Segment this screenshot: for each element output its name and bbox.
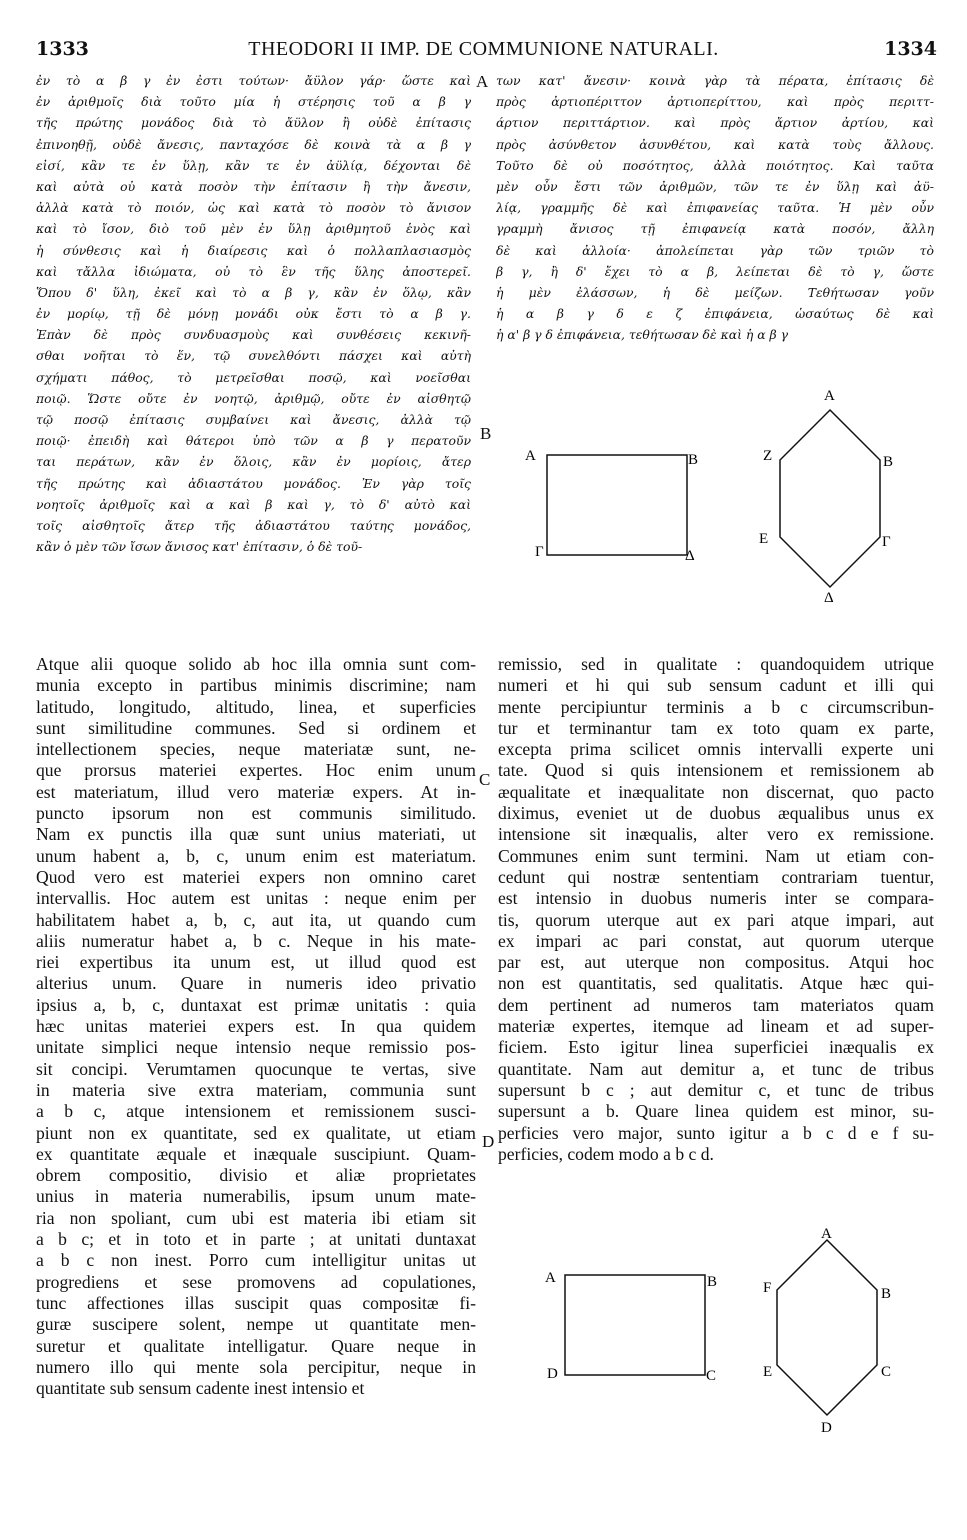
latin-left-line: a b c non inest. Porro cum intelligitur unitas ut	[36, 1250, 476, 1271]
latin-left-line: a b c; et in toto et in parte ; at unitati duntaxat	[36, 1229, 476, 1250]
latin-rect-label-tr: B	[707, 1274, 718, 1290]
latin-right-line: numeri et hi qui sub sensum cadunt et illi qui	[498, 675, 934, 696]
greek-left-line: νοητοῖς ἀριθμοῖς καὶ α καὶ β καὶ γ, τὸ δ' αὐτὸ καὶ	[36, 496, 471, 512]
greek-rect-label-bl: Γ	[535, 544, 544, 560]
latin-left-line: Quod vero est materiei expers non omnino caret	[36, 866, 476, 887]
latin-left-line: alterius unum. Quare in numeris ideo privatio	[36, 973, 476, 994]
latin-right-line: ex impari ac pari constat, aut quorum uterque	[498, 930, 934, 951]
latin-rectangle	[565, 1275, 705, 1375]
greek-left-line: ἐν τὸ α β γ ἐν ἐστι τούτων· ἄϋλον γάρ· ὥστε καὶ	[36, 73, 471, 88]
greek-hex-label-ll: Ε	[759, 531, 769, 547]
greek-hex-label-top: Α	[824, 388, 835, 404]
latin-left-line: unius in materia numerabilis, ipsum unum mate-	[36, 1186, 476, 1207]
latin-figures	[535, 1220, 935, 1460]
greek-left-line: ποιῷ· ἐπειδὴ καὶ θάτεροι ὑπὸ τῶν α β γ περατοῦν	[36, 433, 471, 449]
greek-left-line: ἀλλὰ κατὰ τὸ ποιόν, ὡς καὶ κατὰ τὸ ποσὸν τὸ ἄνισον	[36, 200, 471, 216]
latin-left-line: tunc affectiones illas suscipit quas compositæ fi-	[36, 1292, 476, 1313]
margin-letter-b: B	[480, 424, 492, 443]
greek-right-line: ἡ α β γ δ ε ζ ἐπιφάνεια, ὡσαύτως δὲ καὶ	[496, 306, 934, 322]
greek-left-line: τῆς πρώτης καὶ ἀδιαστάτου μονάδος. Ἐν γὰρ τοῖς	[36, 475, 471, 491]
greek-left-line: ἡ σύνθεσις καὶ ἡ διαίρεσις καὶ ὁ πολλαπλασιασμὸς	[36, 242, 471, 258]
greek-right-line: Τοῦτο δὲ οὐ ποσότητος, ἀλλὰ ποιότητος. Καὶ ταῦτα	[496, 157, 934, 173]
latin-right-line: remissio, sed in qualitate : quandoquidem utrique	[498, 654, 934, 674]
latin-left-line: piunt non ex quantitate, sed ex qualitate, ut etiam	[36, 1122, 476, 1143]
greek-left-line: καὶ αὐτὰ οὐ κατὰ ποσὸν τὴν ἐπίτασιν ἢ τὴν ἄνεσιν,	[36, 178, 471, 194]
latin-hex-label-ur: B	[881, 1286, 892, 1302]
latin-left-line: numero illo qui mente sola percipitur, neque in	[36, 1356, 476, 1377]
greek-left-line: ἐπινοηθῇ, οὐδὲ ἄνεσις, πανταχόσε δὲ κοινὰ τὰ α β γ	[36, 136, 471, 152]
greek-text-right-column	[496, 70, 934, 345]
latin-right-line: mente percipiuntur terminis a b c circumscribun-	[498, 696, 934, 717]
latin-left-line: a b c, atque intensionem et remissionem susci-	[36, 1101, 476, 1122]
greek-left-line: καὶ τὸ ἴσον, διὸ τοῦ μὲν ἐν ὕλῃ ἀριθμητοῦ ἑνὸς καὶ	[36, 221, 471, 237]
greek-right-line: ἡ μὲν ἐλάσσων, ἡ δὲ μείζων. Τεθήτωσαν γοῦν	[496, 284, 934, 300]
latin-right-line: supersunt a b. Quare linea quidem est minor, su-	[498, 1101, 934, 1122]
latin-left-line: obrem compositio, divisio et aliæ proprietates	[36, 1165, 476, 1186]
latin-rect-label-tl: A	[545, 1270, 556, 1286]
latin-right-line: non est quantitatis, sed qualitatis. Atque hæc qui-	[498, 973, 934, 994]
latin-hex-label-ll: E	[763, 1364, 773, 1380]
latin-hex-label-top: A	[821, 1226, 832, 1242]
latin-left-line: intellectionem species, neque materiatæ sunt, ne-	[36, 739, 476, 760]
latin-right-line: dem pertinent ad numeros tam materiatos quam	[498, 994, 934, 1015]
greek-right-line: πρὸς ἀρτιοπέριττον ἀρτιοπερίττου, καὶ πρὸς περιττ-	[496, 94, 934, 110]
latin-left-line: quantitate sub sensum cadente inest intensio et	[36, 1378, 365, 1399]
greek-left-line: κἂν ὁ μὲν τῶν ἴσων ἄνισος κατ' ἐπίτασιν, ὁ δὲ τοῦ-	[36, 539, 363, 555]
latin-left-line: sit concipi. Verumtamen quocunque te vertas, sive	[36, 1058, 476, 1079]
latin-left-line: est materiatum, illud vero materiæ expers. At in-	[36, 781, 476, 802]
greek-right-line: ἡ α' β γ δ ἐπιφάνεια, τεθήτωσαν δὲ καὶ ἡ α β γ	[496, 327, 789, 343]
page-number-left: 1333	[36, 38, 89, 60]
latin-text-left-column	[36, 654, 476, 1399]
greek-hex-label-bottom: Δ	[824, 590, 834, 606]
latin-left-line: unitate simplici neque intensio neque remissio pos-	[36, 1037, 476, 1058]
greek-left-line: ποιῷ. Ὥστε οὔτε ἐν νοητῷ, ἀριθμῷ, οὔτε ἐν αἰσθητῷ	[36, 390, 471, 406]
greek-left-line: τῷ ποσῷ ἐπίτασις συμβαίνει καὶ ἄνεσις, ἀλλὰ τῷ	[36, 412, 471, 427]
latin-right-line: excepta prima scilicet omnis intervalli experte uni	[498, 739, 934, 760]
greek-hex-label-ur: Β	[883, 454, 894, 470]
latin-left-line: Nam ex punctis illa quæ sunt unius materiati, ut	[36, 824, 476, 845]
greek-left-line: καὶ τἄλλα ἰδιώματα, οὐ τὸ ἓν τῆς ὕλης ἀποστερεῖ.	[36, 263, 471, 279]
latin-rect-label-bl: D	[547, 1366, 558, 1382]
latin-left-line: suretur et qualitate intelligatur. Quare neque in	[36, 1335, 476, 1356]
latin-left-line: ipsius a, b, c, duntaxat est primæ unitatis : quia	[36, 994, 476, 1015]
latin-right-line: ficiem. Esto igitur linea superficiei inæqualis ex	[498, 1037, 934, 1058]
latin-right-line: tate. Quod si quis intensionem et remissionem ab	[498, 760, 934, 781]
latin-left-line: in materia sive extra materiam, communia sunt	[36, 1079, 476, 1100]
greek-hex-label-lr: Γ	[882, 534, 891, 550]
greek-hexagon	[780, 410, 880, 587]
greek-hex-label-ul: Ζ	[763, 448, 773, 464]
greek-left-line: τοῖς αἰσθητοῖς ἄτερ τῆς ἀδιαστάτου ταύτης μονάδος,	[36, 517, 471, 533]
latin-hexagon	[777, 1240, 877, 1415]
latin-left-line: riei expertibus ita unum est, ut illud quod est	[36, 952, 476, 973]
latin-right-line: tis, quorum uterque aut ex pari atque impari, aut	[498, 909, 934, 930]
greek-right-line: β γ, ἢ δ' ἔχει τὸ α β, λείπεται δὲ τὸ γ, ὥστε	[496, 263, 934, 279]
latin-left-line: intervallis. Hoc autem est unitas : neque enim per	[36, 888, 476, 909]
greek-text-left-column	[36, 70, 471, 557]
greek-left-line: ἐν ἀριθμοῖς διὰ τοῦτο μία ἡ στέρησις τοῦ α β γ	[36, 94, 471, 110]
latin-left-line: habilitatem habet a, b, c, aut ita, ut quando cum	[36, 909, 476, 930]
greek-left-line: σχήματι πάθος, τὸ μετρεῖσθαι ποσῷ, καὶ νοεῖσθαι	[36, 369, 471, 385]
greek-left-line: ται περάτων, κἂν ἐν ὅλοις, κἂν ἐν μορίοις, ἄτερ	[36, 454, 471, 470]
latin-right-line: intensione sit inæqualis, alter vero ex remissione.	[498, 824, 934, 845]
greek-rect-label-tl: Α	[525, 448, 536, 464]
latin-rect-label-br: C	[706, 1368, 717, 1384]
greek-left-line: Ἐπὰν δὲ πρὸς συνδυασμοὺς καὶ συνθέσεις κεκινῆ-	[36, 327, 471, 343]
greek-figures	[505, 380, 945, 620]
greek-left-line: εἰσί, κἂν τε ἐν ὕλῃ, κἂν τε ἐν ἀϋλίᾳ, δέχονται δὲ	[36, 157, 471, 173]
greek-left-line: τῆς πρώτης μονάδος διὰ τὸ ἄϋλον ἢ οὐδὲ ἐπίτασις	[36, 115, 471, 131]
greek-right-line: πρὸς ἀσύνθετον ἀσυνθέτου, καὶ κατὰ τοὺς ἄλλους.	[496, 136, 934, 152]
latin-right-line: quantitate. Nam aut demitur a, et tunc de tribus	[498, 1058, 934, 1079]
latin-right-line: cedunt qui nostræ sententiam contrariam tuentur,	[498, 866, 934, 887]
latin-left-line: aliis numeratur habet a, b c. Neque in his mate-	[36, 930, 476, 951]
latin-left-line: munia excepto in partibus minimis discrimine; nam	[36, 675, 476, 696]
greek-rectangle	[547, 455, 687, 555]
greek-right-line: λίᾳ, γραμμῆς δὲ καὶ ἐπιφανείας ταῦτα. Ἡ μὲν οὖν	[496, 200, 934, 216]
running-title: THEODORI II IMP. DE COMMUNIONE NATURALI.	[248, 38, 719, 60]
greek-right-line: δὲ καὶ ἀλλοία· ἀπολείπεται γὰρ τῶν τριῶν τὸ	[496, 242, 934, 258]
latin-left-line: ria non spoliant, cum ubi est materia ibi etiam sit	[36, 1207, 476, 1228]
latin-left-line: Atque alii quoque solido ab hoc illa omnia sunt com-	[36, 654, 476, 674]
latin-hex-label-lr: C	[881, 1364, 892, 1380]
page-header	[0, 38, 967, 68]
latin-left-line: ex quantitate æquale et inæquale suscipiunt. Quam-	[36, 1143, 476, 1164]
margin-letter-a: A	[476, 72, 489, 91]
greek-rect-label-br: Δ	[685, 548, 695, 564]
latin-hex-label-bottom: D	[821, 1420, 832, 1436]
latin-left-line: puncto ipsorum non est communis similitudo.	[36, 803, 476, 824]
latin-left-line: progrediens et sese promovens ad copulationes,	[36, 1271, 476, 1292]
latin-right-line: tur et terminantur tam ex toto quam ex parte,	[498, 717, 934, 738]
margin-letter-d: D	[482, 1132, 495, 1151]
latin-left-line: unum habent a, b, c, unum enim est materiatum.	[36, 845, 476, 866]
greek-right-line: μὲν οὖν ἔστι τῶν ἀριθμῶν, τῶν τε ἐν ὕλῃ καὶ ἀϋ-	[496, 178, 934, 194]
latin-right-line: est intensio in duobus numeris inter se compara-	[498, 888, 934, 909]
greek-left-line: σθαι νοῆται τὸ ἕν, τῷ συνελθόντι πάσχει καὶ αὐτὴ	[36, 348, 471, 364]
latin-text-right-column	[498, 654, 934, 1165]
latin-hex-label-ul: F	[763, 1280, 772, 1296]
latin-right-line: diximus, eveniet ut de duobus æqualibus unus ex	[498, 803, 934, 824]
greek-left-line: Ὅπου δ' ὕλη, ἐκεῖ καὶ τὸ α β γ, κἂν ἐν ὅλῳ, κἂν	[36, 284, 471, 300]
latin-left-line: hæc unitas materiei expers est. In qua quidem	[36, 1016, 476, 1037]
greek-left-line: ἐν μορίῳ, τῇ δὲ μόνῃ μονάδι οὐκ ἔστι τὸ α β γ.	[36, 306, 471, 322]
greek-right-line: των κατ' ἄνεσιν· κοινὰ γὰρ τὰ πέρατα, ἐπίτασις δὲ	[496, 73, 934, 88]
latin-right-line: Communes enim sunt termini. Nam ut etiam con-	[498, 845, 934, 866]
latin-right-line: æqualitate et inæqualitate non discernat, quo pacto	[498, 781, 934, 802]
latin-right-line: materiæ expertes, itemque ad lineam et ad super-	[498, 1016, 934, 1037]
latin-left-line: sunt similitudine communes. Sed si ordinem et	[36, 717, 476, 738]
latin-left-line: que prorsus materiei expertes. Hoc enim unum	[36, 760, 476, 781]
greek-rect-label-tr: Β	[688, 452, 699, 468]
page-number-right: 1334	[884, 38, 937, 60]
latin-left-line: guræ suscipere solent, nempe ut quantitate men-	[36, 1314, 476, 1335]
latin-right-line: supersunt b c ; aut demitur c, et tunc de tribus	[498, 1079, 934, 1100]
latin-right-line: perficies vero major, sunto igitur a b c d e f su-	[498, 1122, 934, 1143]
latin-right-line: par est, aut uterque non compositus. Atqui hoc	[498, 952, 934, 973]
margin-letter-c: C	[479, 770, 491, 789]
greek-right-line: γραμμὴ ἄνισος τῇ ἐπιφανείᾳ κατὰ ποσόν, ἄλλη	[496, 221, 934, 237]
latin-right-line: perficies, codem modo a b c d.	[498, 1143, 714, 1164]
greek-right-line: άρτιον περιττάρτιον. καὶ πρὸς ἄρτιον ἀρτίου, καὶ	[496, 115, 934, 131]
latin-left-line: latitudo, longitudo, altitudo, linea, et superficies	[36, 696, 476, 717]
